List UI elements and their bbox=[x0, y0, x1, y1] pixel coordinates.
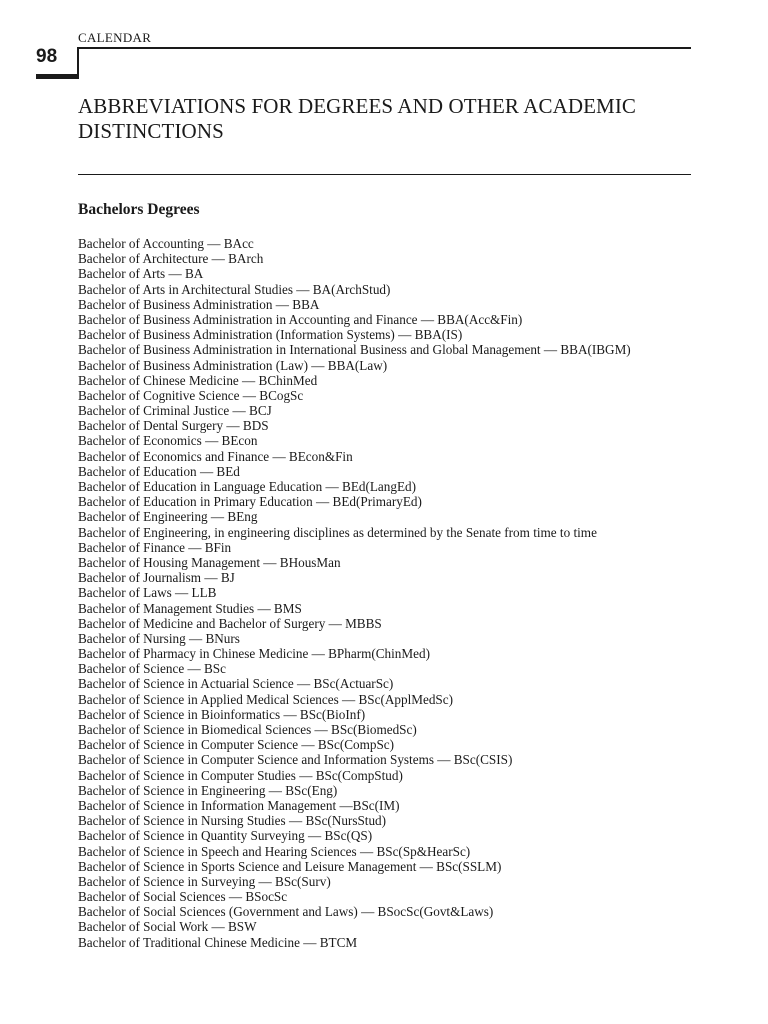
degree-entry: Bachelor of Science in Engineering — BSc(Eng) bbox=[78, 782, 338, 798]
degree-entry: Bachelor of Cognitive Science — BCogSc bbox=[78, 387, 304, 403]
degree-entry: Bachelor of Chinese Medicine — BChinMed bbox=[78, 372, 318, 388]
section-heading: Bachelors Degrees bbox=[78, 201, 200, 218]
degree-list bbox=[78, 236, 758, 950]
degree-entry: Bachelor of Criminal Justice — BCJ bbox=[78, 403, 272, 419]
degree-entry: Bachelor of Science in Computer Studies — BSc(CompStud) bbox=[78, 767, 403, 783]
degree-entry: Bachelor of Science in Nursing Studies — BSc(NursStud) bbox=[78, 813, 387, 829]
degree-entry: Bachelor of Science in Quantity Surveying — BSc(QS) bbox=[78, 828, 373, 844]
degree-entry: Bachelor of Dental Surgery — BDS bbox=[78, 418, 269, 434]
degree-entry: Bachelor of Economics — BEcon bbox=[78, 433, 258, 449]
degree-entry: Bachelor of Journalism — BJ bbox=[78, 570, 235, 586]
degree-entry: Bachelor of Traditional Chinese Medicine — BTCM bbox=[78, 934, 358, 950]
page-number-underline bbox=[36, 74, 79, 79]
page-number: 98 bbox=[36, 46, 58, 67]
degree-entry: Bachelor of Finance — BFin bbox=[78, 539, 232, 555]
degree-entry: Bachelor of Science in Surveying — BSc(Surv) bbox=[78, 873, 331, 889]
degree-entry: Bachelor of Science in Computer Science and Information Systems — BSc(CSIS) bbox=[78, 752, 513, 768]
degree-entry: Bachelor of Business Administration (Information Systems) — BBA(IS) bbox=[78, 327, 463, 343]
running-head: CALENDAR bbox=[78, 30, 152, 45]
page-title: ABBREVIATIONS FOR DEGREES AND OTHER ACADEMIC DISTINCTIONS bbox=[78, 94, 637, 143]
degree-entry: Bachelor of Science in Computer Science — BSc(CompSc) bbox=[78, 737, 395, 753]
degree-entry: Bachelor of Science — BSc bbox=[78, 661, 226, 677]
degree-entry: Bachelor of Social Sciences — BSocSc bbox=[78, 889, 288, 905]
degree-entry: Bachelor of Science in Sports Science and Leisure Management — BSc(SSLM) bbox=[78, 858, 502, 874]
degree-entry: Bachelor of Economics and Finance — BEcon&Fin bbox=[78, 448, 353, 464]
degree-entry: Bachelor of Business Administration — BBA bbox=[78, 296, 320, 312]
degree-entry: Bachelor of Engineering — BEng bbox=[78, 509, 258, 525]
degree-entry: Bachelor of Arts in Architectural Studies — BA(ArchStud) bbox=[78, 281, 391, 297]
degree-entry: Bachelor of Social Sciences (Government and Laws) — BSocSc(Govt&Laws) bbox=[78, 904, 494, 920]
degree-entry: Bachelor of Engineering, in engineering disciplines as determined by the Senate from time to time bbox=[78, 524, 597, 540]
degree-entry: Bachelor of Education — BEd bbox=[78, 463, 240, 479]
degree-entry: Bachelor of Education in Primary Education — BEd(PrimaryEd) bbox=[78, 494, 422, 510]
degree-entry: Bachelor of Science in Actuarial Science — BSc(ActuarSc) bbox=[78, 676, 394, 692]
degree-entry: Bachelor of Social Work — BSW bbox=[78, 919, 257, 935]
degree-entry: Bachelor of Science in Speech and Hearing Sciences — BSc(Sp&HearSc) bbox=[78, 843, 471, 859]
degree-entry: Bachelor of Business Administration (Law) — BBA(Law) bbox=[78, 357, 388, 373]
degree-entry: Bachelor of Education in Language Education — BEd(LangEd) bbox=[78, 479, 417, 494]
degree-entry: Bachelor of Science in Applied Medical Sciences — BSc(ApplMedSc) bbox=[78, 691, 454, 707]
degree-entry: Bachelor of Accounting — BAcc bbox=[78, 236, 254, 251]
degree-entry: Bachelor of Science in Information Management —BSc(IM) bbox=[78, 797, 400, 813]
degree-entry: Bachelor of Nursing — BNurs bbox=[78, 630, 240, 646]
degree-entry: Bachelor of Housing Management — BHousMan bbox=[78, 554, 341, 570]
degree-entry: Bachelor of Medicine and Bachelor of Surgery — MBBS bbox=[78, 615, 382, 631]
degree-entry: Bachelor of Laws — LLB bbox=[78, 585, 217, 601]
degree-entry: Bachelor of Business Administration in International Business and Global Management — BBA(IBGM) bbox=[78, 342, 631, 358]
degree-entry: Bachelor of Pharmacy in Chinese Medicine — BPharm(ChinMed) bbox=[78, 646, 430, 662]
degree-entry: Bachelor of Management Studies — BMS bbox=[78, 600, 302, 616]
degree-entry: Bachelor of Business Administration in Accounting and Finance — BBA(Acc&Fin) bbox=[78, 311, 523, 327]
header-rule bbox=[78, 47, 691, 49]
title-divider bbox=[78, 174, 691, 175]
degree-entry: Bachelor of Science in Bioinformatics — BSc(BioInf) bbox=[78, 706, 366, 722]
degree-entry: Bachelor of Architecture — BArch bbox=[78, 251, 264, 267]
degree-entry: Bachelor of Arts — BA bbox=[78, 266, 204, 282]
degree-entry: Bachelor of Science in Biomedical Sciences — BSc(BiomedSc) bbox=[78, 722, 417, 737]
